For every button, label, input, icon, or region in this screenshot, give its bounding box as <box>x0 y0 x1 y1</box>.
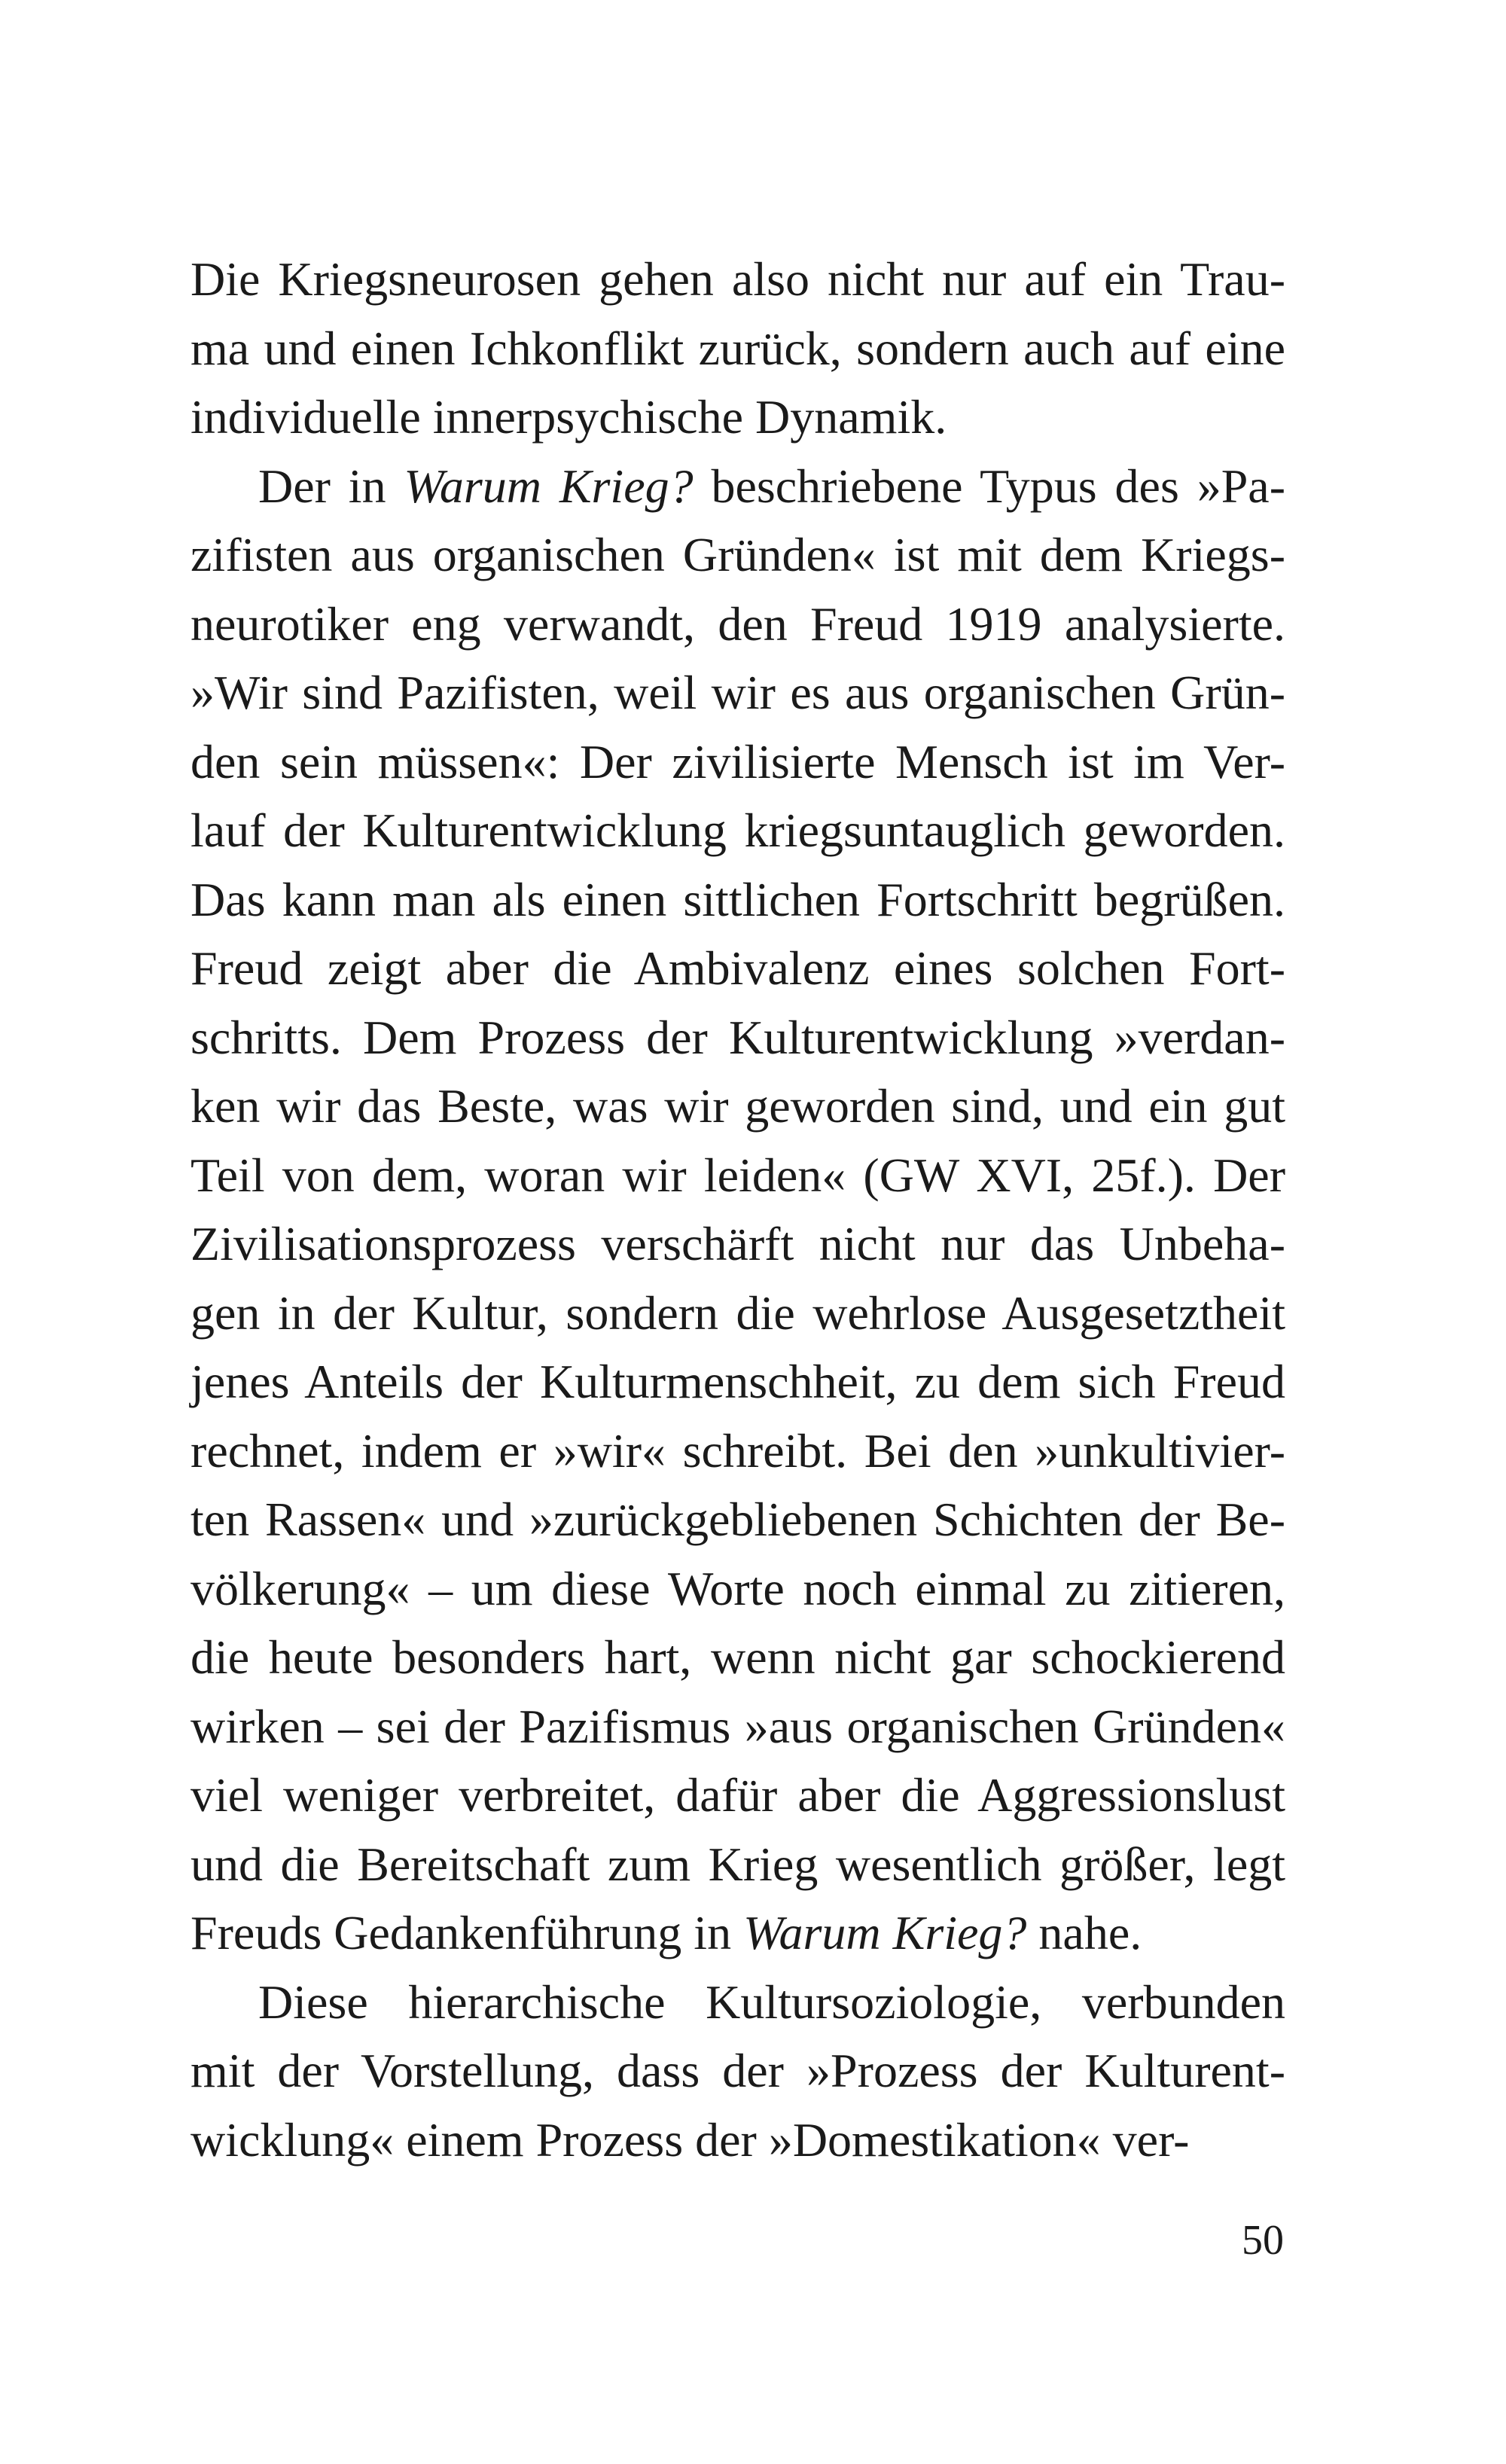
text-line: »Wir sind Pazifisten, weil wir es aus organischen Grün- <box>191 666 1285 719</box>
text-line: wicklung« einem Prozess der »Domestikation« ver- <box>191 2112 1190 2167</box>
text-line: viel weniger verbreitet, dafür aber die Aggressionslust <box>191 1768 1285 1822</box>
book-title: Warum Krieg? <box>404 459 694 513</box>
text-line: Freuds Gedankenführung in Warum Krieg? nahe. <box>191 1906 1142 1959</box>
text-line: lauf der Kulturentwicklung kriegsuntauglich geworden. <box>191 804 1285 857</box>
text-line: gen in der Kultur, sondern die wehrlose Ausgesetztheit <box>191 1285 1285 1340</box>
text-line: individuelle innerpsychische Dynamik. <box>191 390 947 444</box>
text-line: neurotiker eng verwandt, den Freud 1919 analysierte. <box>191 596 1285 651</box>
text-line: mit der Vorstellung, dass der »Prozess der Kulturent- <box>191 2044 1285 2097</box>
text-line: jenes Anteils der Kulturmenschheit, zu dem sich Freud <box>191 1355 1285 1408</box>
text-line: Freud zeigt aber die Ambivalenz eines solchen Fort- <box>191 941 1285 995</box>
text-line: Teil von dem, woran wir leiden« (GW XVI, 25f.). Der <box>191 1148 1285 1202</box>
text-line: Diese hierarchische Kultursoziologie, verbunden <box>258 1975 1285 2029</box>
text-line: Die Kriegsneurosen gehen also nicht nur auf ein Trau- <box>191 252 1285 306</box>
text-line: wirken – sei der Pazifismus »aus organischen Gründen« <box>191 1699 1285 1753</box>
book-title: Warum Krieg? <box>743 1906 1027 1959</box>
text-line: und die Bereitschaft zum Krieg wesentlich größer, legt <box>191 1837 1285 1891</box>
text-line: rechnet, indem er »wir« schreibt. Bei den »unkultivier- <box>191 1423 1285 1477</box>
text-line: den sein müssen«: Der zivilisierte Mensch ist im Ver- <box>191 734 1285 788</box>
text-line: schritts. Dem Prozess der Kulturentwicklung »verdan- <box>191 1010 1285 1064</box>
text-line: ten Rassen« und »zurückgebliebenen Schichten der Be- <box>191 1493 1285 1546</box>
text-line: die heute besonders hart, wenn nicht gar schockierend <box>191 1630 1285 1684</box>
text-line: Das kann man als einen sittlichen Fortschritt begrüßen. <box>191 872 1285 926</box>
text-line: ken wir das Beste, was wir geworden sind, und ein gut <box>191 1079 1285 1133</box>
body-text <box>191 245 1285 2174</box>
text-line: völkerung« – um diese Worte noch einmal zu zitieren, <box>191 1561 1285 1615</box>
text-line: Der in Warum Krieg? beschriebene Typus des »Pa- <box>258 459 1285 513</box>
text-line: ma und einen Ichkonflikt zurück, sondern auch auf eine <box>191 321 1285 375</box>
text-line: Zivilisationsprozess verschärft nicht nur das Unbeha- <box>191 1217 1285 1270</box>
text-line: zifisten aus organischen Gründen« ist mit dem Kriegs- <box>191 528 1285 581</box>
page-number: 50 <box>1242 2217 1284 2264</box>
